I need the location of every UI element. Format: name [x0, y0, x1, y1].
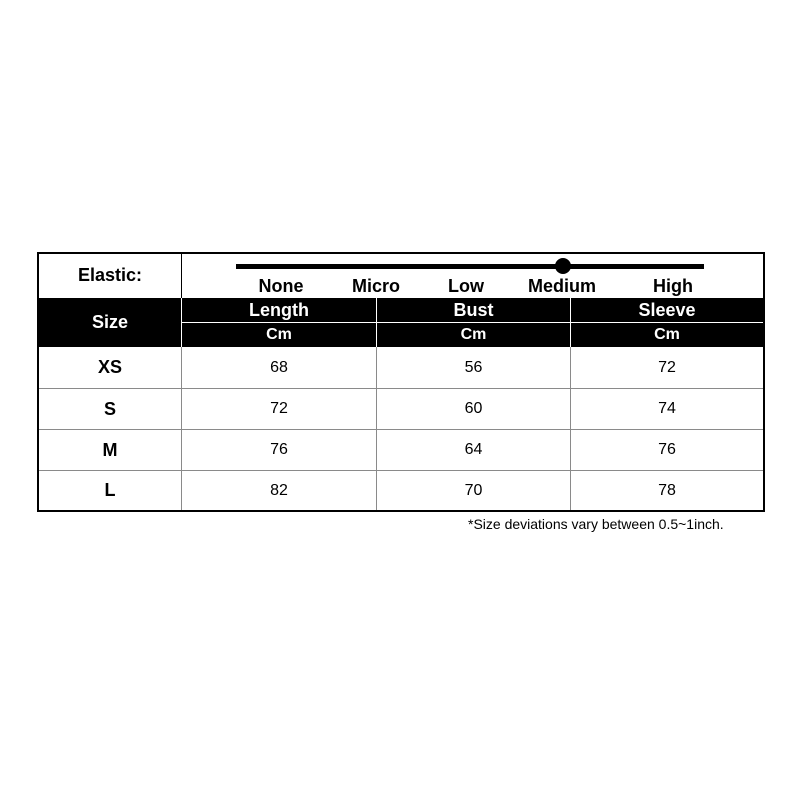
divider — [181, 347, 182, 510]
bust-cell: 56 — [464, 358, 483, 376]
size-deviation-note: *Size deviations vary between 0.5~1inch. — [468, 516, 724, 532]
table-row — [39, 388, 763, 429]
size-cell: M — [102, 439, 118, 460]
table-row — [39, 470, 763, 510]
table-header — [39, 298, 763, 347]
elastic-scale — [182, 254, 763, 298]
size-header: Size — [91, 312, 129, 332]
elastic-level-low: Low — [448, 276, 484, 296]
length-cell: 72 — [270, 400, 288, 417]
sleeve-cell: 78 — [658, 481, 676, 499]
divider — [376, 347, 377, 510]
column-unit-length: Cm — [266, 326, 292, 343]
column-unit-bust: Cm — [460, 326, 487, 343]
length-cell: 76 — [270, 441, 288, 458]
column-header-sleeve: Sleeve — [638, 299, 696, 320]
bust-cell: 60 — [464, 400, 483, 417]
elastic-level-micro: Micro — [351, 276, 400, 296]
bust-cell: 70 — [464, 481, 483, 499]
elastic-level-medium: Medium — [527, 276, 596, 296]
length-cell: 82 — [270, 481, 288, 499]
table-row — [39, 429, 763, 470]
size-cell: L — [104, 480, 116, 500]
elastic-scale-marker — [555, 258, 571, 274]
column-header-bust: Bust — [453, 299, 494, 320]
sleeve-cell: 76 — [658, 441, 676, 458]
table-row — [39, 347, 763, 388]
sleeve-cell: 72 — [658, 358, 676, 376]
sleeve-cell: 74 — [658, 400, 676, 417]
elastic-scale-track — [236, 264, 704, 269]
elastic-level-none: None — [258, 276, 304, 296]
elastic-level-high: High — [653, 276, 693, 296]
elastic-label: Elastic: — [77, 264, 143, 285]
length-cell: 68 — [270, 358, 288, 376]
divider — [570, 347, 571, 510]
column-unit-sleeve: Cm — [654, 326, 680, 343]
size-cell: XS — [97, 357, 122, 377]
size-cell: S — [103, 398, 116, 419]
column-header-length: Length — [249, 299, 309, 320]
bust-cell: 64 — [464, 441, 483, 458]
size-chart — [37, 252, 765, 512]
